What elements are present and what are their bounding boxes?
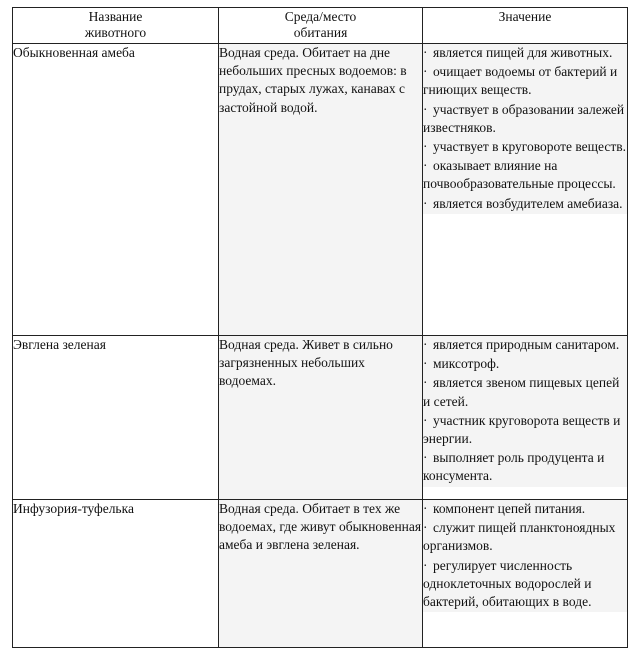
list-item [423,519,627,556]
header-line: животного [84,25,147,40]
bullet-dot-icon: · [423,501,428,516]
list-item-text: миксотроф. [433,356,500,372]
list-item [423,138,627,157]
significance-cell [423,44,628,336]
animal-name-cell: Инфузория-туфелька [13,500,219,648]
list-item-text: является пищей для животных. [433,45,613,60]
bullet-dot-icon: · [423,158,428,174]
list-item-text: регулирует численность одноклеточных водорослей и бактерий, обитающих в воде. [423,557,592,610]
habitat-cell: Водная среда. Живет в сильно загрязненных небольших водоемах. [219,336,423,500]
significance-list [423,336,627,487]
header-habitat [219,8,423,44]
list-item-text: выполняет роль продуцента и консумента. [423,450,605,484]
bullet-dot-icon: · [423,45,428,60]
bullet-dot-icon: · [423,557,428,573]
significance-list [423,44,627,214]
document-page [12,7,628,648]
header-animal-name [13,8,219,44]
list-item-text: оказывает влияние на почвообразовательные процессы. [423,158,616,192]
table-header-row [13,8,628,44]
header-line: обитания [293,25,348,40]
list-item-text: участвует в образовании залежей известняков. [423,101,625,135]
list-item-text: является возбудителем амебиаза. [433,195,623,211]
list-item [423,374,627,411]
habitat-cell: Водная среда. Обитает на дне небольших пресных водоемов: в прудах, старых лужах, канавах с застойной водой. [219,44,423,336]
bullet-dot-icon: · [423,450,428,466]
header-line: Значение [498,9,552,24]
header-line: Название [88,9,143,24]
header-significance [423,8,628,44]
list-item [423,157,627,194]
bullet-dot-icon: · [423,375,428,391]
organisms-table [12,7,628,648]
bullet-dot-icon: · [423,101,428,117]
list-item-text: является звеном пищевых цепей и сетей. [423,375,620,409]
list-item [423,101,627,138]
bullet-dot-icon: · [423,337,428,352]
significance-cell [423,500,628,648]
list-item-text: служит пищей планктоноядных организмов. [423,520,616,554]
bullet-dot-icon: · [423,412,428,428]
table-row [13,44,628,336]
list-item-text: очищает водоемы от бактерий и гниющих веществ. [423,64,618,98]
bullet-dot-icon: · [423,195,428,211]
bullet-dot-icon: · [423,356,428,372]
list-item [423,195,627,214]
table-row [13,336,628,500]
list-item-text: компонент цепей питания. [433,501,586,516]
list-item [423,412,627,449]
bullet-dot-icon: · [423,139,428,155]
header-line: Среда/место [284,9,357,24]
list-item-text: участник круговорота веществ и энергии. [423,412,621,447]
list-item [423,44,627,63]
list-item [423,63,627,100]
bullet-dot-icon: · [423,64,428,80]
significance-cell [423,336,628,500]
habitat-cell: Водная среда. Обитает в тех же водоемах, где живут обыкновенная амеба и эвглена зеленая. [219,500,423,648]
list-item [423,336,627,355]
list-item-text: является природным санитаром. [433,337,620,352]
list-item [423,500,627,519]
list-item-text: участвует в круговороте веществ. [433,139,627,155]
list-item [423,355,627,374]
significance-list [423,500,627,612]
table-row [13,500,628,648]
bullet-dot-icon: · [423,520,428,536]
animal-name-cell: Обыкновенная амеба [13,44,219,336]
list-item [423,557,627,613]
list-item [423,449,627,486]
animal-name-cell: Эвглена зеленая [13,336,219,500]
